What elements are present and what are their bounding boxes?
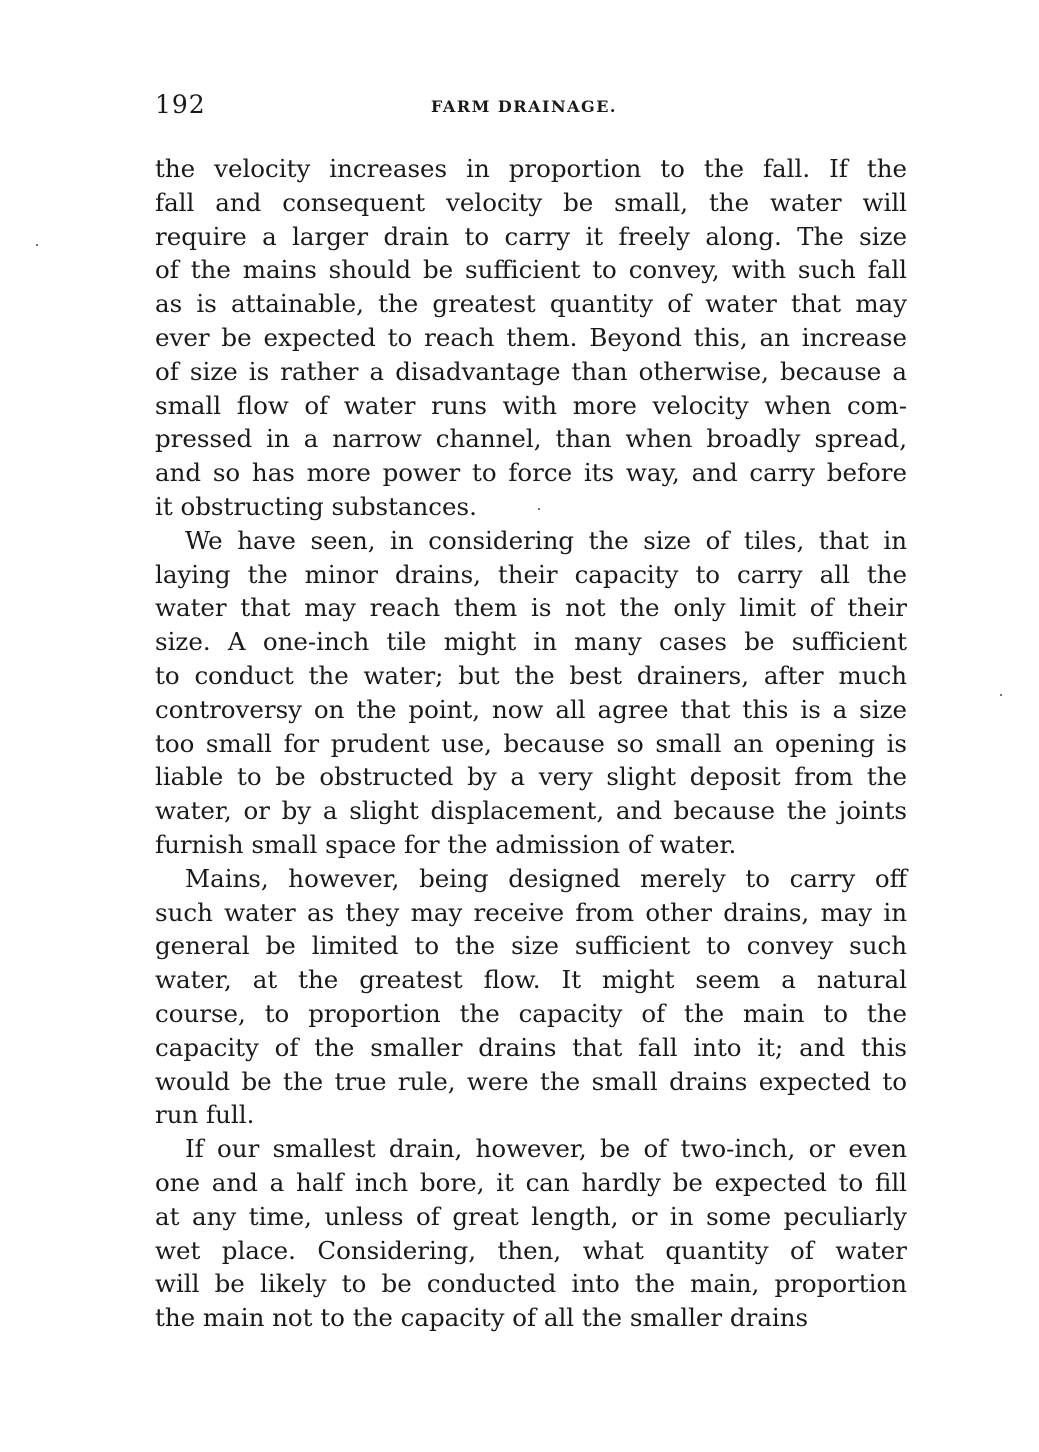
- text-line: liable to be obstructed by a very slight deposit from the: [155, 762, 907, 792]
- text-line: We have seen, in considering the size of tiles, that in: [185, 525, 907, 555]
- text-line: will be likely to be conducted into the main, proportion: [155, 1269, 907, 1299]
- text-line: If our smallest drain, however, be of two-inch, or even: [185, 1134, 907, 1164]
- text-line: the velocity increases in proportion to the fall. If the: [155, 154, 907, 183]
- page-number: 192: [155, 90, 206, 119]
- text-line: laying the minor drains, their capacity to carry all the: [155, 559, 907, 589]
- text-line: to conduct the water; but the best drainers, after much: [155, 660, 907, 690]
- text-line: the main not to the capacity of all the smaller drains: [155, 1303, 809, 1333]
- text-line: water, or by a slight displacement, and because the joints: [155, 796, 907, 826]
- text-line: course, to proportion the capacity of the main to the: [155, 998, 907, 1028]
- text-line: would be the true rule, were the small drains expected to: [155, 1066, 907, 1096]
- running-head: [155, 90, 907, 124]
- text-line: wet place. Considering, then, what quantity of water: [155, 1235, 907, 1265]
- text-line: capacity of the smaller drains that fall into it; and this: [155, 1032, 907, 1062]
- text-line: too small for prudent use, because so small an opening is: [155, 728, 907, 758]
- text-line: controversy on the point, now all agree that this is a size: [155, 694, 907, 724]
- scan-speck: [538, 508, 540, 510]
- scan-speck: [36, 244, 38, 246]
- text-line: as is attainable, the greatest quantity of water that may: [155, 289, 907, 319]
- text-line: of size is rather a disadvantage than otherwise, because a: [155, 356, 907, 386]
- text-line: such water as they may receive from other drains, may in: [155, 897, 907, 927]
- text-line: fall and consequent velocity be small, the water will: [155, 187, 907, 217]
- running-title: FARM DRAINAGE.: [431, 97, 617, 116]
- scan-speck: [1000, 694, 1002, 696]
- text-line: water that may reach them is not the only limit of their: [155, 593, 907, 623]
- body-text: [155, 152, 907, 1335]
- paragraph: [155, 1132, 907, 1335]
- paragraph: [155, 862, 907, 1132]
- text-line: one and a half inch bore, it can hardly be expected to fill: [155, 1167, 907, 1197]
- text-line: furnish small space for the admission of water.: [155, 829, 737, 859]
- text-line: pressed in a narrow channel, than when broadly spread,: [155, 424, 907, 454]
- text-line: small flow of water runs with more velocity when com-: [155, 390, 907, 420]
- text-line: and so has more power to force its way, and carry before: [155, 458, 907, 488]
- text-line: require a larger drain to carry it freely along. The size: [155, 221, 907, 251]
- text-line: water, at the greatest flow. It might seem a natural: [155, 965, 907, 995]
- paragraph: [155, 524, 907, 862]
- text-line: it obstructing substances.: [155, 491, 477, 521]
- text-line: ever be expected to reach them. Beyond this, an increase: [155, 322, 907, 352]
- text-line: at any time, unless of great length, or in some peculiarly: [155, 1201, 907, 1231]
- text-line: size. A one-inch tile might in many cases be sufficient: [155, 627, 907, 657]
- text-line: general be limited to the size sufficient to convey such: [155, 931, 907, 961]
- text-line: Mains, however, being designed merely to carry off: [185, 863, 907, 893]
- paragraph: [155, 152, 907, 524]
- text-line: of the mains should be sufficient to convey, with such fall: [155, 255, 907, 285]
- text-line: run full.: [155, 1100, 255, 1130]
